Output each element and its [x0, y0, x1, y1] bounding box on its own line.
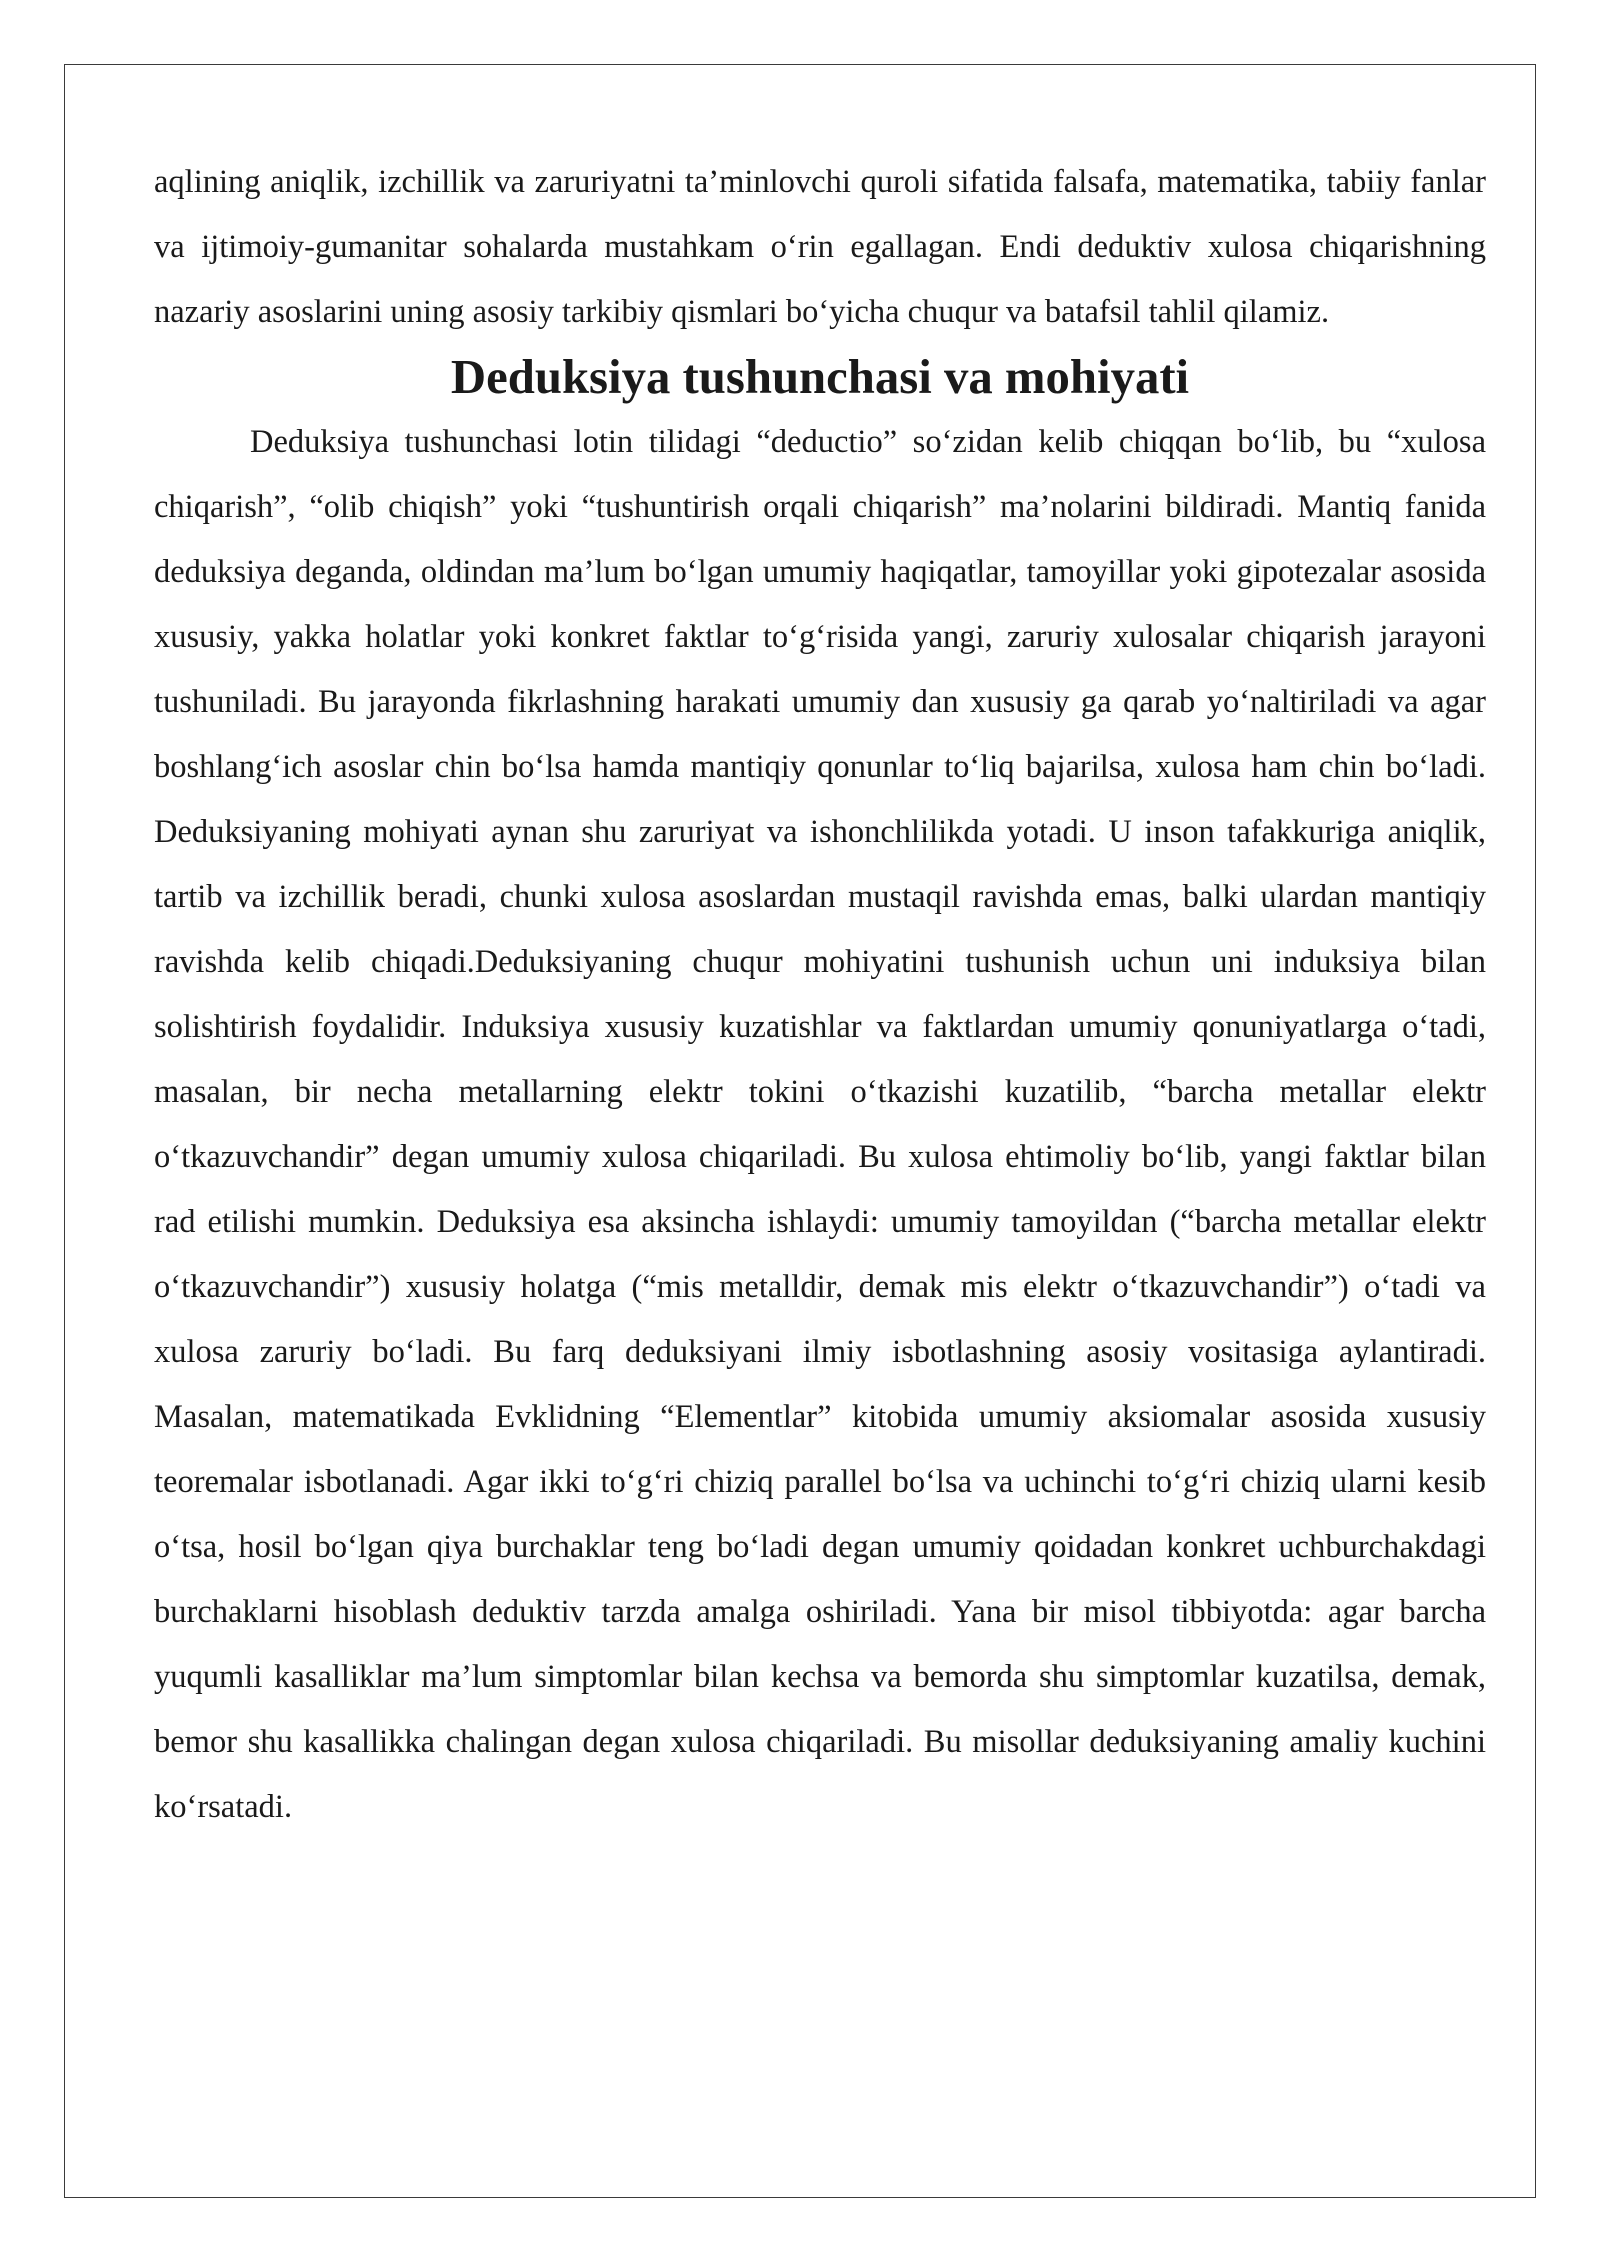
body-paragraph: Deduksiya tushunchasi lotin tilidagi “deductio” so‘zidan kelib chiqqan bo‘lib, bu “xulosa chiqarish”, “olib chiqish” yoki “tushuntirish orqali chiqarish” ma’nolarini bildiradi. Mantiq fanida deduksiya deganda, oldindan ma’lum bo‘lgan umumiy haqiqatlar, tamoyillar yoki gipotezalar asosida xususiy, yakka holatlar yoki konkret faktlar to‘g‘risida yangi, zaruriy xulosalar chiqarish jarayoni tushuniladi. Bu jarayonda fikrlashning harakati umumiy dan xususiy ga qarab yo‘naltiriladi va agar boshlang‘ich asoslar chin bo‘lsa hamda mantiqiy qonunlar to‘liq bajarilsa, xulosa ham chin bo‘ladi. Deduksiyaning mohiyati aynan shu zaruriyat va ishonchlilikda yotadi. U inson tafakkuriga aniqlik, tartib va izchillik beradi, chunki xulosa asoslardan mustaqil ravishda emas, balki ulardan mantiqiy ravishda kelib chiqadi.Deduksiyaning chuqur mohiyatini tushunish uchun uni induksiya bilan solishtirish foydalidir. Induksiya xususiy kuzatishlar va faktlardan umumiy qonuniyatlarga o‘tadi, masalan, bir necha metallarning elektr tokini o‘tkazishi kuzatilib, “barcha metallar elektr o‘tkazuvchandir” degan umumiy xulosa chiqariladi. Bu xulosa ehtimoliy bo‘lib, yangi faktlar bilan rad etilishi mumkin. Deduksiya esa aksincha ishlaydi: umumiy tamoyildan (“barcha metallar elektr o‘tkazuvchandir”) xususiy holatga (“mis metalldir, demak mis elektr o‘tkazuvchandir”) o‘tadi va xulosa zaruriy bo‘ladi. Bu farq deduksiyani ilmiy isbotlashning asosiy vositasiga aylantiradi. Masalan, matematikada Evklidning “Elementlar” kitobida umumiy aksiomalar asosida xususiy teoremalar isbotlanadi. Agar ikki to‘g‘ri chiziq parallel bo‘lsa va uchinchi to‘g‘ri chiziq ularni kesib o‘tsa, hosil bo‘lgan qiya burchaklar teng bo‘ladi degan umumiy qoidadan konkret uchburchakdagi burchaklarni hisoblash deduktiv tarzda amalga oshiriladi. Yana bir misol tibbiyotda: agar barcha yuqumli kasalliklar ma’lum simptomlar bilan kechsa va bemorda shu simptomlar kuzatilsa, demak, bemor shu kasallikka chalingan degan xulosa chiqariladi. Bu misollar deduksiyaning amaliy kuchini ko‘rsatadi. [154, 424, 1486, 1825]
section-heading: Deduksiya tushunchasi va mohiyati [450, 350, 1190, 404]
document-body [154, 150, 1486, 1840]
intro-paragraph: aqlining aniqlik, izchillik va zaruriyatni ta’minlovchi quroli sifatida falsafa, matematika, tabiiy fanlar va ijtimoiy-gumanitar sohalarda mustahkam o‘rin egallagan. Endi deduktiv xulosa chiqarishning nazariy asoslarini uning asosiy tarkibiy qismlari bo‘yicha chuqur va batafsil tahlil qilamiz. [154, 164, 1486, 330]
